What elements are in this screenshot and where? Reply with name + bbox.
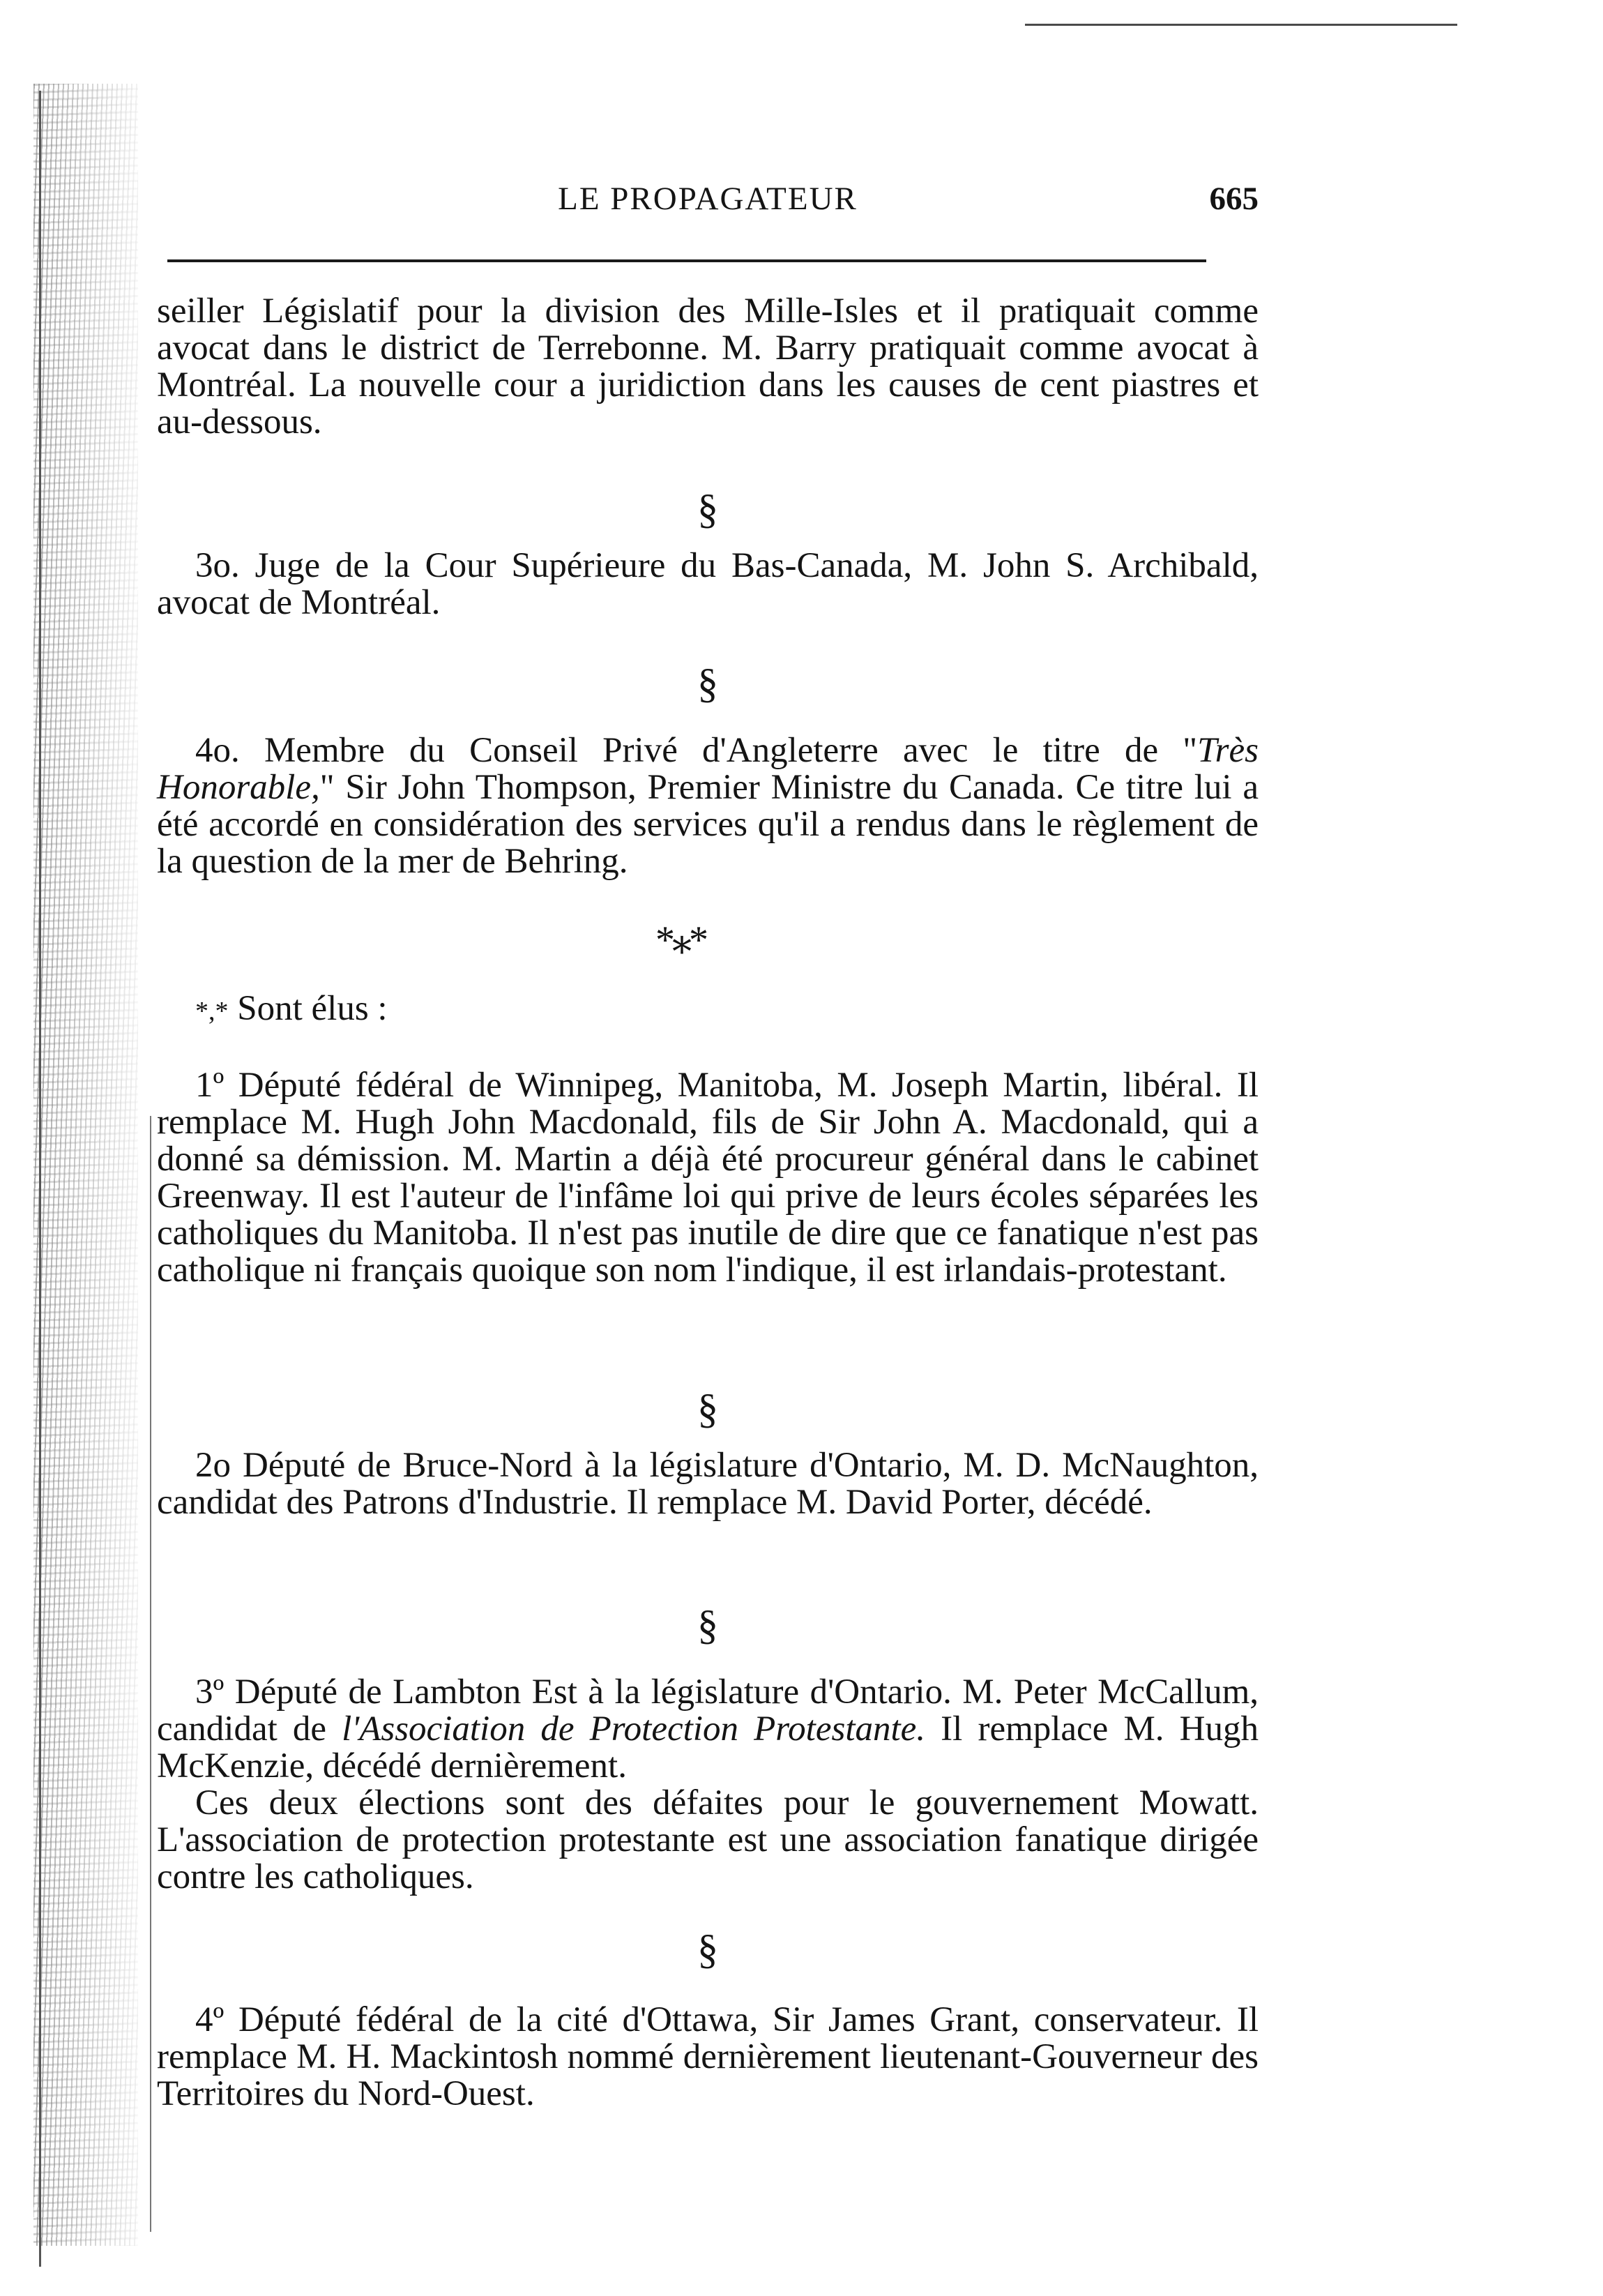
paragraph-elected-1 xyxy=(157,1067,1259,1289)
paragraph-text: " Sir John Thompson, Premier Ministre du Canada. Ce titre lui a été accordé en considération des services qu'il a rendus dans le règlement de la question de la mer de Behring. xyxy=(157,768,1259,881)
top-edge-rule xyxy=(1025,24,1457,26)
paragraph-text: 3o. Juge de la Cour Supérieure du Bas-Canada, M. John S. Archibald, avocat de Montréal. xyxy=(157,546,1259,622)
paragraph-elected-2 xyxy=(157,1447,1259,1521)
page-header xyxy=(157,180,1259,229)
page-binding-shadow xyxy=(33,84,138,2246)
section-mark: § xyxy=(697,660,718,707)
binding-edge-line xyxy=(39,91,41,2267)
paragraph-text: 1º Député fédéral de Winnipeg, Manitoba, M. Joseph Martin, libéral. Il remplace M. Hugh John Macdonald, fils de Sir John A. Macdonald, qui a donné sa démission. M. Martin a déjà été procureur général dans le cabinet Greenway. Il est l'auteur de l'infâme loi qui prive de leurs écoles séparées les catholiques du Manitoba. Il n'est pas inutile de dire que ce fanatique n'est pas catholique ni français quoique son nom l'indique, il est irlandais-protestant. xyxy=(157,1066,1259,1290)
asterism: *⁎* xyxy=(655,919,706,962)
paragraph-item-4 xyxy=(157,732,1259,880)
paragraph-text: 2o Député de Bruce-Nord à la législature d'Ontario, M. D. McNaughton, candidat des Patrons d'Industrie. Il remplace M. David Porter, décédé. xyxy=(157,1446,1259,1522)
paragraph-text: Il remplace M. Hugh McKenzie, décédé dernièrement. xyxy=(157,1709,1259,1785)
running-title: LE PROPAGATEUR xyxy=(558,181,858,217)
paragraph-text: seiller Législatif pour la division des Mille-Isles et il pratiquait comme avocat dans le district de Terrebonne. M. Barry pratiquait comme avocat à Montréal. La nouvelle cour a juridiction dans les causes de cent piastres et au-dessous. xyxy=(157,292,1259,441)
binding-edge-line-inner xyxy=(150,1116,151,2232)
section-mark: § xyxy=(697,1386,718,1432)
paragraph-text: 4º Député fédéral de la cité d'Ottawa, Sir James Grant, conservateur. Il remplace M. H. Mackintosh nommé dernièrement lieutenant-Gouverneur des Territoires du Nord-Ouest. xyxy=(157,2000,1259,2113)
paragraph-text: Ces deux élections sont des défaites pour le gouvernement Mowatt. L'association de protection protestante est une association fanatique dirigée contre les catholiques. xyxy=(157,1783,1259,1896)
paragraph-italic: l'Association de Protection Protestante. xyxy=(342,1709,926,1749)
asterism-mark: *,* xyxy=(195,997,229,1026)
paragraph-item-3 xyxy=(157,547,1259,621)
paragraph-text: 4o. Membre du Conseil Privé d'Angleterre avec le titre de " xyxy=(195,731,1198,770)
section-mark: § xyxy=(697,1602,718,1648)
paragraph-text: 3º Député de Lambton Est à la législature d'Ontario. M. Peter McCallum, candidat de xyxy=(157,1672,1259,1749)
header-rule xyxy=(167,259,1206,262)
page-number: 665 xyxy=(1209,181,1259,217)
section-mark: § xyxy=(697,1926,718,1972)
elected-heading xyxy=(157,990,1259,1030)
paragraph-elected-3 xyxy=(157,1674,1259,1896)
section-mark: § xyxy=(697,486,718,532)
paragraph-italic: Très Honorable, xyxy=(157,731,1259,807)
elected-heading-text: Sont élus : xyxy=(237,989,388,1028)
paragraph-continuation xyxy=(157,293,1259,441)
paragraph-elected-4 xyxy=(157,2002,1259,2113)
